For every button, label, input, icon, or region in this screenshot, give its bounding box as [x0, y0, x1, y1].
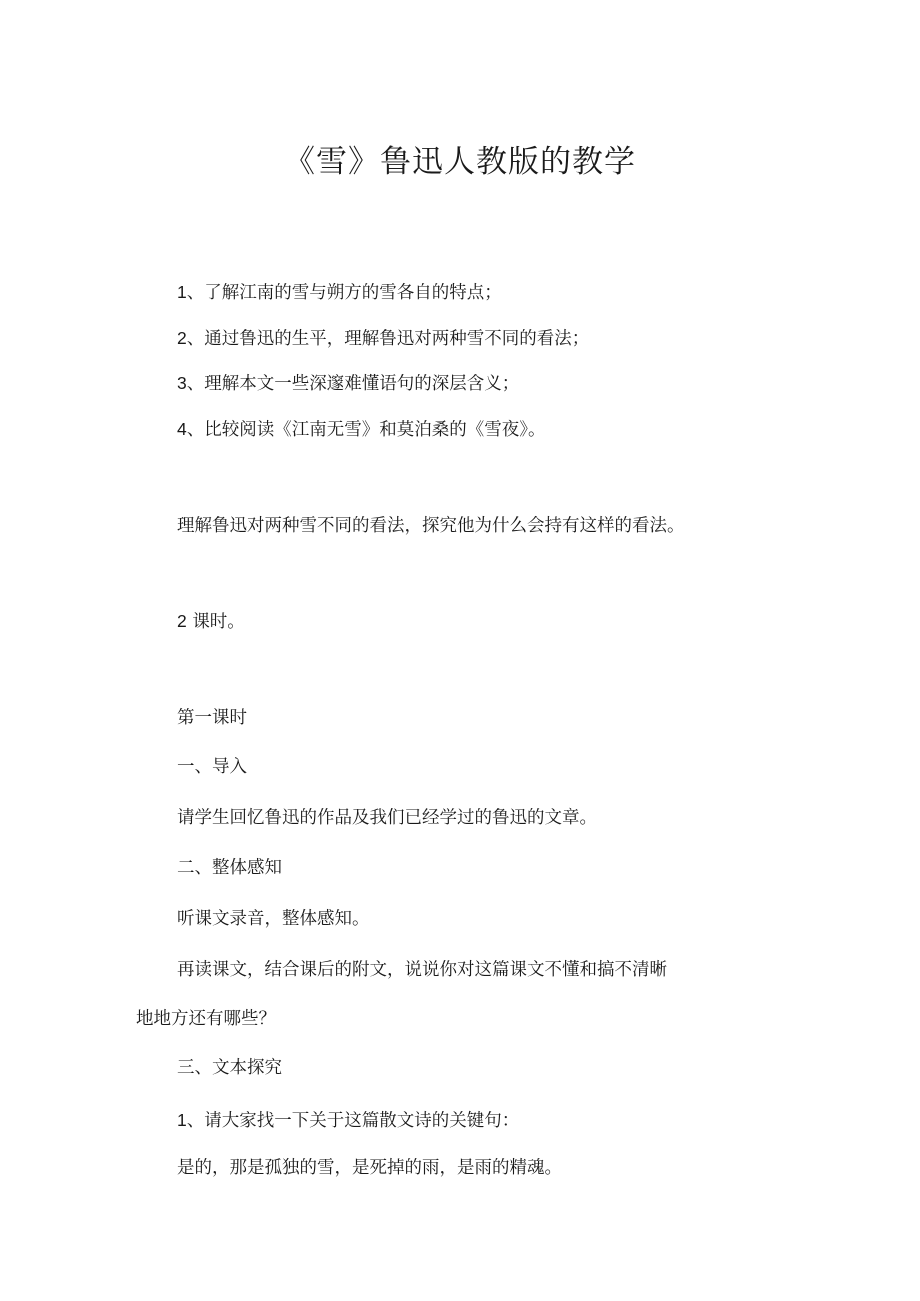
- objective-3-number: 3: [177, 373, 187, 393]
- objective-4-number: 4: [177, 419, 187, 439]
- class-hours-text: 课时。: [192, 612, 245, 632]
- objective-2: [177, 325, 589, 352]
- objective-1: [177, 279, 502, 306]
- section-1-text: 请学生回忆鲁迅的作品及我们已经学过的鲁迅的文章。: [177, 808, 597, 828]
- objective-3: [177, 370, 519, 397]
- section-3-item-1-text: 、请大家找一下关于这篇散文诗的关键句：: [186, 1111, 520, 1131]
- objective-4-text: 、比较阅读《江南无雪》和莫泊桑的《雪夜》。: [186, 420, 546, 440]
- objective-4: [177, 416, 545, 443]
- objective-2-text: 、通过鲁迅的生平，理解鲁迅对两种雪不同的看法；: [186, 329, 590, 349]
- lesson-heading: 第一课时: [177, 708, 247, 728]
- objective-1-text: 、了解江南的雪与朔方的雪各自的特点；: [186, 283, 502, 303]
- section-3-item-1: [177, 1107, 519, 1134]
- section-1-heading: 一、导入: [177, 757, 247, 777]
- section-3-quote: 是的，那是孤独的雪，是死掉的雨，是雨的精魂。: [177, 1158, 562, 1178]
- section-2-heading: 二、整体感知: [177, 858, 282, 878]
- class-hours-number: 2: [177, 611, 187, 631]
- objective-3-text: 、理解本文一些深邃难懂语句的深层含义；: [186, 374, 520, 394]
- section-2-text-1: 听课文录音，整体感知。: [177, 909, 370, 929]
- section-2-text-2: 再读课文，结合课后的附文，说说你对这篇课文不懂和搞不清晰: [177, 960, 667, 980]
- section-3-heading: 三、文本探究: [177, 1058, 282, 1078]
- objective-2-number: 2: [177, 328, 187, 348]
- key-point: 理解鲁迅对两种雪不同的看法，探究他为什么会持有这样的看法。: [177, 516, 685, 536]
- class-hours: [177, 608, 245, 635]
- section-3-item-1-number: 1: [177, 1110, 187, 1130]
- objective-1-number: 1: [177, 282, 187, 302]
- section-2-text-2-continued: 地地方还有哪些？: [136, 1009, 276, 1029]
- document-title: 《雪》鲁迅人教版的教学: [284, 144, 636, 180]
